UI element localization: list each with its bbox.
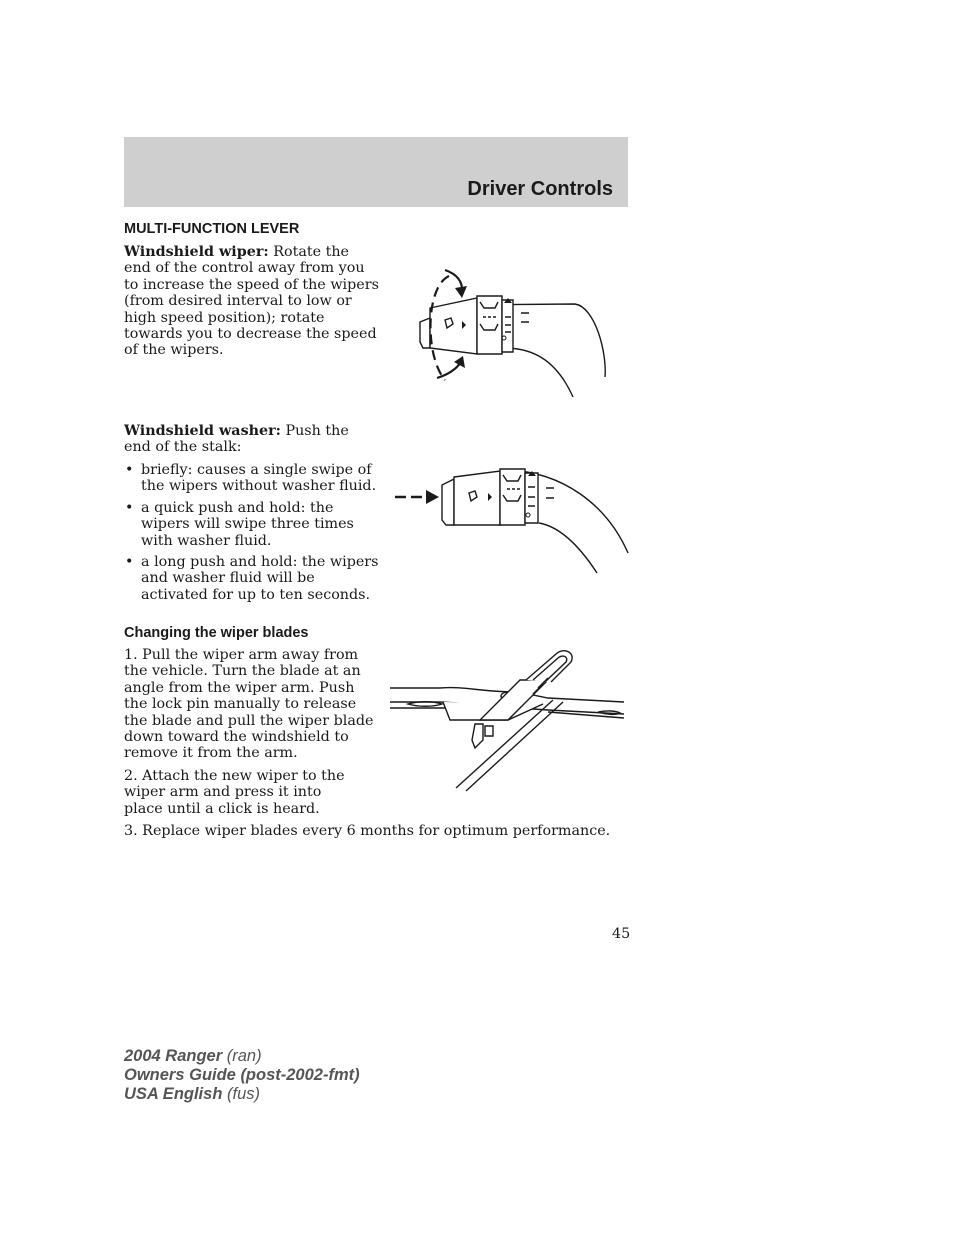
- page-number: 45: [612, 926, 631, 942]
- section-heading: MULTI-FUNCTION LEVER: [124, 221, 300, 237]
- footer-model: 2004 Ranger: [124, 1047, 223, 1065]
- wiper-label: Windshield wiper:: [124, 244, 269, 260]
- wiper-lever-rotate-illustration: [405, 262, 620, 402]
- list-item: • a long push and hold: the wipers and washer fluid will be activated for up to ten seconds.: [124, 554, 384, 603]
- step-3: 3. Replace wiper blades every 6 months for optimum performance.: [124, 823, 611, 839]
- washer-label: Windshield washer:: [124, 423, 281, 439]
- wiper-blade-illustration: [388, 648, 624, 793]
- header-bar: [124, 137, 628, 207]
- wiper-lever-push-illustration: [392, 465, 632, 577]
- footer-language: USA English: [124, 1085, 223, 1103]
- list-item: • a quick push and hold: the wipers will swipe three times with washer fluid.: [124, 500, 384, 549]
- list-item: • briefly: causes a single swipe of the wipers without washer fluid.: [124, 462, 384, 495]
- washer-bullet-list: [124, 462, 384, 608]
- footer-guide: Owners Guide (post-2002-fmt): [124, 1066, 360, 1084]
- washer-text: Push the end of the stalk:: [124, 423, 349, 456]
- wiper-paragraph: [124, 244, 379, 359]
- wiper-text: Rotate the end of the control away from you to increase the speed of the wipers (from desired interval to low or high speed position); rotate towards you to decrease the speed of the wipers.: [124, 244, 379, 359]
- step-1: 1. Pull the wiper arm away from the vehicle. Turn the blade at an angle from the wiper arm. Push the lock pin manually to release the blade and pull the wiper blade down toward the windshield to remove it from the arm.: [124, 647, 374, 762]
- washer-paragraph: [124, 423, 374, 456]
- document-footer: [124, 1047, 360, 1104]
- subsection-heading: Changing the wiper blades: [124, 625, 309, 641]
- footer-language-code: (fus): [222, 1085, 260, 1103]
- page-title: Driver Controls: [467, 178, 613, 200]
- step-2: 2. Attach the new wiper to the wiper arm and press it into place until a click is heard.: [124, 768, 345, 817]
- footer-model-code: (ran): [222, 1047, 262, 1065]
